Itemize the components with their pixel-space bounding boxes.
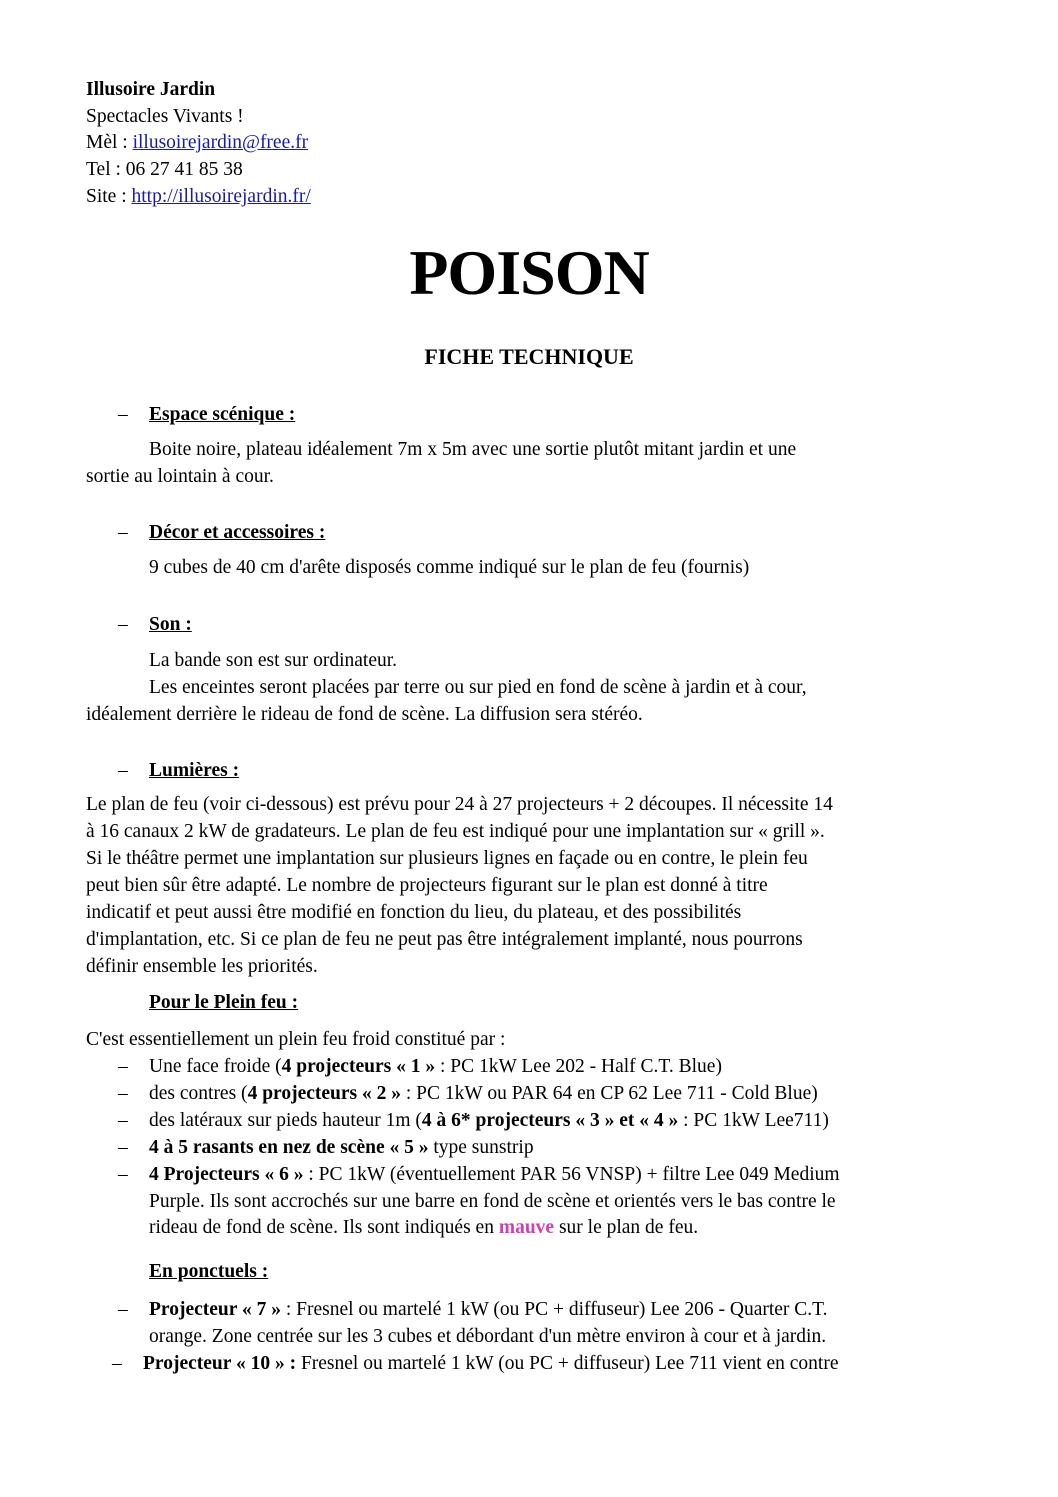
item-text: : PC 1kW Lee 202 - Half C.T. Blue) [435,1056,722,1077]
item5-line-1 [118,1162,979,1189]
dash-decor: – [118,522,128,543]
ponctuel1-line-1 [118,1297,979,1324]
item-text: : PC 1kW Lee711) [678,1110,829,1131]
item-bold: 4 à 5 rasants en nez de scène « 5 » [149,1137,429,1158]
plein-feu-item-2 [118,1081,979,1108]
espace-line-2: sortie au lointain à cour. [86,466,274,487]
dash-espace: – [118,404,128,425]
heading-ponctuels: En ponctuels : [149,1261,269,1282]
lumieres-line-2: à 16 canaux 2 kW de gradateurs. Le plan de feu est indiqué pour une implantation sur « grill ». [86,821,825,842]
dash-son: – [118,614,128,635]
email-label: Mèl : [86,132,133,154]
espace-line-1: Boite noire, plateau idéalement 7m x 5m avec une sortie plutôt mitant jardin et une [149,439,797,460]
item-bold: Projecteur « 7 » [149,1299,281,1320]
son-line-3: idéalement derrière le rideau de fond de scène. La diffusion sera stéréo. [86,704,643,725]
lumieres-line-4: peut bien sûr être adapté. Le nombre de projecteurs figurant sur le plan est donné à titre [86,875,768,896]
plein-feu-intro: C'est essentiellement un plein feu froid constitué par : [86,1029,506,1050]
item-text: : PC 1kW (éventuellement PAR 56 VNSP) + filtre Lee 049 Medium [303,1164,840,1185]
heading-plein-feu: Pour le Plein feu : [149,992,299,1013]
site-line [86,184,311,211]
dash-lumieres: – [118,760,128,781]
mauve-highlight: mauve [498,1217,555,1239]
heading-decor: Décor et accessoires : [149,522,326,543]
company-header [86,77,311,211]
lumieres-line-7: définir ensemble les priorités. [86,956,318,977]
item-text: Fresnel ou martelé 1 kW (ou PC + diffuseur) Lee 711 vient en contre [296,1353,839,1374]
list-dash: – [118,1083,128,1104]
list-dash: – [118,1299,128,1320]
company-name: Illusoire Jardin [86,79,216,100]
ponctuel1-line-2: orange. Zone centrée sur les 3 cubes et débordant d'un mètre environ à cour et à jardin. [149,1325,827,1347]
item-text: : Fresnel ou martelé 1 kW (ou PC + diffuseur) Lee 206 - Quarter C.T. [280,1299,828,1320]
document-title: POISON [409,237,649,308]
item-text: sur le plan de feu. [554,1217,699,1239]
plein-feu-item-4 [118,1135,979,1162]
item-bold: Projecteur « 10 » : [143,1353,297,1374]
plein-feu-item-1 [118,1054,979,1081]
lumieres-line-1: Le plan de feu (voir ci-dessous) est prévu pour 24 à 27 projecteurs + 2 découpes. Il nécessite 14 [86,794,833,815]
lumieres-line-6: d'implantation, etc. Si ce plan de feu ne peut pas être intégralement implanté, nous pourrons [86,929,803,950]
son-line-2: Les enceintes seront placées par terre ou sur pied en fond de scène à jardin et à cour, [149,677,807,698]
list-dash: – [118,1110,128,1131]
item5-line-3 [149,1215,979,1242]
item-text: des latéraux sur pieds hauteur 1m ( [149,1110,422,1131]
lumieres-line-5: indicatif et peut aussi être modifié en fonction du lieu, du plateau, et des possibilités [86,902,742,923]
decor-text: 9 cubes de 40 cm d'arête disposés comme indiqué sur le plan de feu (fournis) [149,557,750,578]
lumieres-line-3: Si le théâtre permet une implantation sur plusieurs lignes en façade ou en contre, le plein feu [86,848,808,869]
item-text: type sunstrip [428,1137,534,1158]
heading-son: Son : [149,614,192,635]
plein-feu-item-5 [118,1162,979,1242]
item-text: : PC 1kW ou PAR 64 en CP 62 Lee 711 - Cold Blue) [401,1083,818,1104]
plein-feu-item-3 [118,1108,979,1135]
site-link[interactable]: http://illusoirejardin.fr/ [131,185,311,207]
item-text: des contres ( [149,1083,248,1104]
son-line-1: La bande son est sur ordinateur. [149,650,398,671]
company-tagline: Spectacles Vivants ! [86,105,244,127]
list-dash: – [118,1164,128,1185]
item-text: Une face froide ( [149,1056,282,1077]
item-bold: 4 à 6* projecteurs « 3 » et « 4 » [421,1110,679,1131]
email-link[interactable]: illusoirejardin@free.fr [132,132,309,154]
email-line [86,130,311,157]
list-dash: – [118,1137,128,1158]
item-bold: 4 Projecteurs « 6 » [149,1164,304,1185]
heading-espace-scenique: Espace scénique : [149,404,296,425]
document-subtitle: FICHE TECHNIQUE [424,344,634,369]
list-dash: – [112,1353,122,1374]
item-bold: 4 projecteurs « 2 » [247,1083,402,1104]
item-text: rideau de fond de scène. Ils sont indiqués en [149,1217,499,1239]
site-label: Site : [86,185,132,207]
ponctuels-item-1 [118,1297,979,1350]
ponctuels-item-2 [112,1351,973,1378]
heading-lumieres: Lumières : [149,760,240,781]
phone-line: Tel : 06 27 41 85 38 [86,159,243,181]
item-bold: 4 projecteurs « 1 » [281,1056,436,1077]
item5-line-2: Purple. Ils sont accrochés sur une barre en fond de scène et orientés vers le bas contre le [149,1190,836,1212]
list-dash: – [118,1056,128,1077]
